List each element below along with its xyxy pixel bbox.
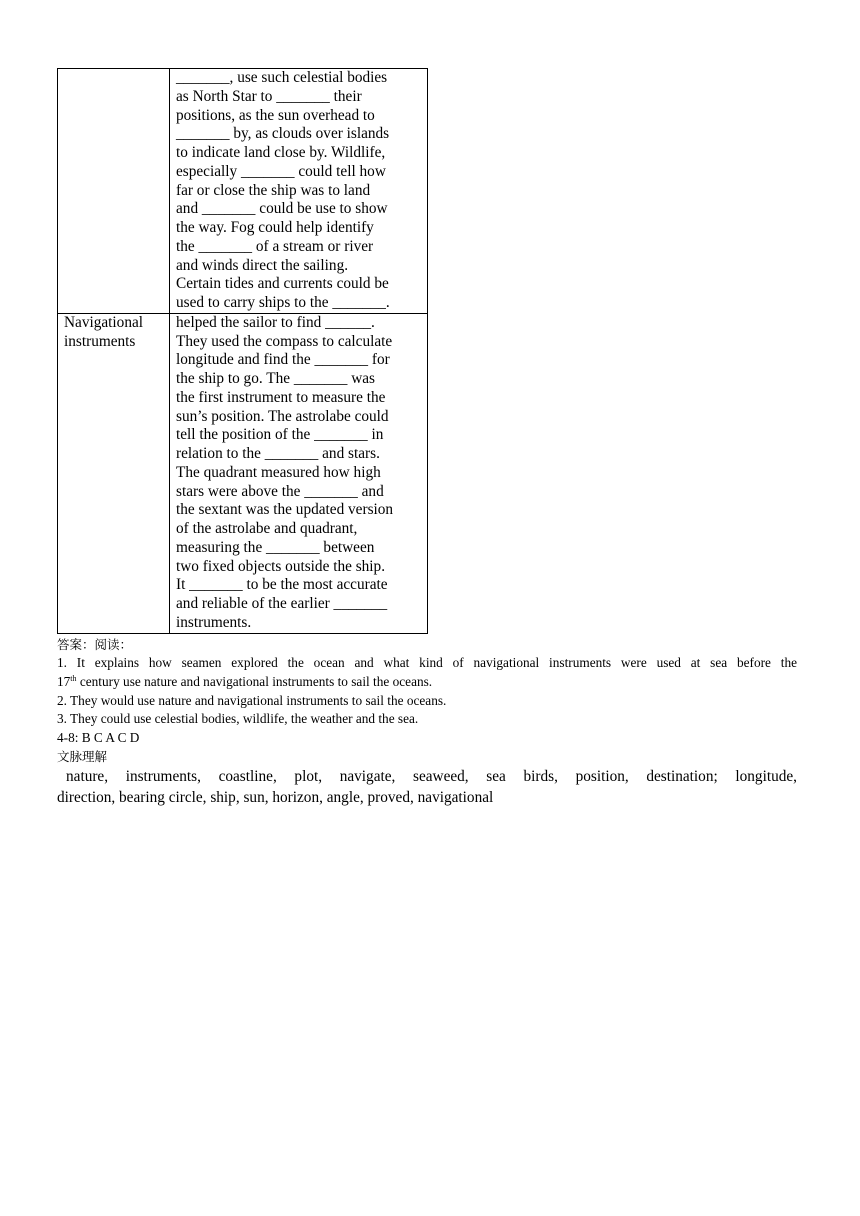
- content-line: used to carry ships to the _______.: [176, 294, 390, 311]
- answer-item-1-continued: [57, 673, 797, 692]
- content-line: two fixed objects outside the ship.: [176, 557, 386, 575]
- row-heading-line: Navigational: [64, 313, 144, 331]
- content-line: relation to the _______ and stars.: [176, 445, 380, 462]
- content-line: and winds direct the sailing.: [176, 256, 349, 274]
- content-line: as North Star to _______ their: [176, 87, 362, 105]
- table-row: [58, 313, 428, 633]
- row-heading-cell: [58, 313, 170, 633]
- content-line: longitude and find the _______ for: [176, 351, 390, 369]
- content-line: and reliable of the earlier _______: [176, 595, 388, 612]
- content-line: especially _______ could tell how: [176, 162, 386, 180]
- table-row: [58, 69, 428, 314]
- content-line: sun’s position. The astrolabe could: [176, 407, 389, 425]
- keyword-line-2: direction, bearing circle, ship, sun, horizon, angle, proved, navigational: [57, 789, 494, 807]
- row-content-cell: [170, 69, 428, 314]
- content-line: Certain tides and currents could be: [176, 275, 389, 293]
- content-line: the ship to go. The _______ was: [176, 370, 375, 387]
- content-line: It _______ to be the most accurate: [176, 576, 388, 594]
- content-line: the _______ of a stream or river: [176, 237, 374, 255]
- answer-item-1-rest: century use nature and navigational instruments to sail the oceans.: [76, 673, 433, 689]
- content-line: and _______ could be use to show: [176, 200, 388, 218]
- content-line: measuring the _______ between: [176, 538, 375, 556]
- answer-item-3: 3. They could use celestial bodies, wildlife, the weather and the sea.: [57, 711, 419, 727]
- content-line: The quadrant measured how high: [176, 463, 381, 481]
- row-heading-cell: [58, 69, 170, 314]
- content-line: to indicate land close by. Wildlife,: [176, 144, 386, 161]
- content-line: of the astrolabe and quadrant,: [176, 520, 358, 537]
- content-line: _______ by, as clouds over islands: [176, 125, 390, 143]
- content-line: the sextant was the updated version: [176, 501, 394, 519]
- answer-section: [57, 636, 797, 767]
- content-line: the first instrument to measure the: [176, 388, 386, 406]
- content-line: tell the position of the _______ in: [176, 426, 384, 444]
- content-line: stars were above the _______ and: [176, 482, 384, 500]
- content-line: _______, use such celestial bodies: [176, 69, 388, 86]
- content-line: instruments.: [176, 613, 252, 631]
- content-line: positions, as the sun overhead to: [176, 106, 375, 124]
- answer-item-2: 2. They would use nature and navigational instruments to sail the oceans.: [57, 692, 447, 708]
- row-content-cell: [170, 313, 428, 633]
- century-number: 17: [57, 673, 71, 689]
- content-line: helped the sailor to find ______.: [176, 313, 375, 331]
- answer-item-4-8: 4-8: B C A C D: [57, 730, 140, 746]
- content-line: the way. Fog could help identify: [176, 219, 374, 236]
- section-heading-text-structure: 文脉理解: [57, 748, 108, 764]
- document-page: [57, 68, 797, 808]
- content-line: far or close the ship was to land: [176, 181, 371, 199]
- ordinal-suffix: th: [70, 673, 77, 683]
- answer-item-1: 1. It explains how seamen explored the ocean and what kind of navigational instruments were used at sea before the: [57, 655, 797, 671]
- row-heading-line: instruments: [64, 332, 136, 350]
- keyword-line-1: nature, instruments, coastline, plot, navigate, seaweed, sea birds, position, destination; longitude,: [66, 768, 797, 786]
- text-outline-table: [57, 68, 428, 634]
- content-line: They used the compass to calculate: [176, 332, 393, 350]
- keyword-answers: [57, 766, 797, 808]
- answers-heading: 答案：阅读：: [57, 636, 133, 652]
